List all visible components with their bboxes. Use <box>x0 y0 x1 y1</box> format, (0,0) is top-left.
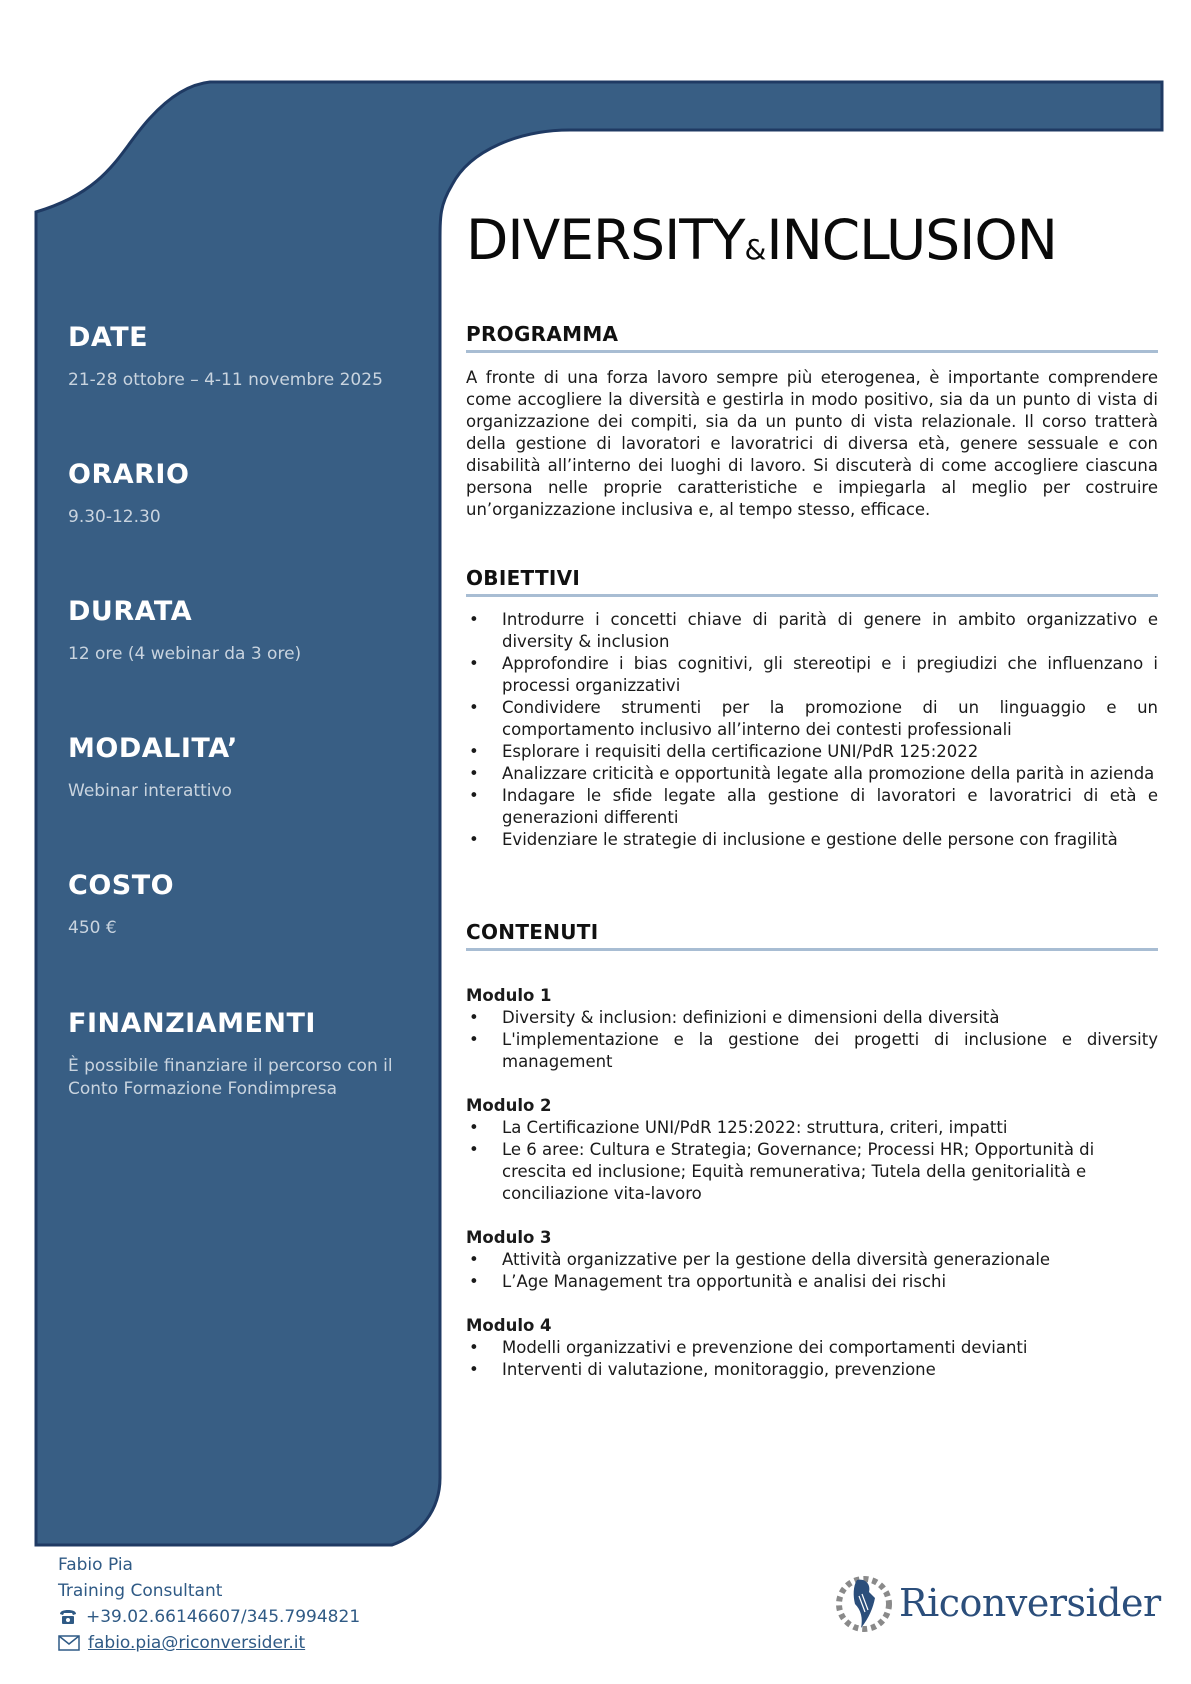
list-item: • Evidenziare le strategie di inclusione e gestione delle persone con fragilità <box>466 829 1158 851</box>
module-list <box>466 1117 1158 1205</box>
list-item: • La Certificazione UNI/PdR 125:2022: struttura, criteri, impatti <box>466 1117 1158 1139</box>
module-list <box>466 1007 1158 1073</box>
module-list <box>466 1337 1158 1381</box>
finanziamenti-value: È possibile finanziare il percorso con il Conto Formazione Fondimpresa <box>68 1056 393 1099</box>
list-item: • Introdurre i concetti chiave di parità di genere in ambito organizzativo e diversity & inclusion <box>466 609 1158 653</box>
contact-phone-row <box>58 1604 360 1630</box>
programma-text: A fronte di una forza lavoro sempre più eterogenea, è importante comprendere come accogliere la diversità e gestirla in modo positivo, sia da un punto di vista di organizzazione dei compiti, sia da un punto di vista relazionale. Il corso tratterà della gestione di lavoratori e lavoratrici di diversa età, genere sessuale e con disabilità all’interno dei luoghi di lavoro. Si discuterà di come accogliere ciascuna persona nelle proprie caratteristiche e impiegarla al meglio per costruire un’organizzazione inclusiva e, al tempo stesso, efficace. <box>466 368 1158 519</box>
contenuti-section <box>466 920 1158 1381</box>
modalita-value: Webinar interattivo <box>68 781 232 801</box>
durata-label: DURATA <box>68 596 193 627</box>
contact-name: Fabio Pia <box>58 1555 133 1575</box>
date-label: DATE <box>68 322 149 353</box>
list-item: • L'implementazione e la gestione dei progetti di inclusione e diversity management <box>466 1029 1158 1073</box>
list-item: • Modelli organizzativi e prevenzione dei comportamenti devianti <box>466 1337 1158 1359</box>
orario-label: ORARIO <box>68 459 190 490</box>
module-list <box>466 1249 1158 1293</box>
date-block <box>68 322 408 392</box>
module-3 <box>466 1227 1158 1293</box>
finanziamenti-block <box>68 1008 413 1101</box>
list-item: • Condividere strumenti per la promozione di un linguaggio e un comportamento inclusivo all’interno dei contesti professionali <box>466 697 1158 741</box>
telephone-icon <box>58 1609 78 1625</box>
title-part1: DIVERSITY <box>466 208 745 272</box>
orario-value: 9.30-12.30 <box>68 507 161 527</box>
durata-value: 12 ore (4 webinar da 3 ore) <box>68 644 302 664</box>
title-part2: INCLUSION <box>766 208 1057 272</box>
eagle-gear-icon <box>835 1572 893 1634</box>
orario-block <box>68 459 408 529</box>
contenuti-heading: CONTENUTI <box>466 920 1158 951</box>
costo-block <box>68 870 408 940</box>
finanziamenti-label: FINANZIAMENTI <box>68 1008 316 1039</box>
page-title <box>466 208 1057 272</box>
list-item: • Diversity & inclusion: definizioni e dimensioni della diversità <box>466 1007 1158 1029</box>
logo-text: Riconversider <box>899 1581 1161 1625</box>
costo-label: COSTO <box>68 870 175 901</box>
contact-email-link[interactable]: fabio.pia@riconversider.it <box>88 1633 306 1653</box>
list-item: • L’Age Management tra opportunità e analisi dei rischi <box>466 1271 1158 1293</box>
obiettivi-heading: OBIETTIVI <box>466 566 1158 597</box>
list-item: • Interventi di valutazione, monitoraggio, prevenzione <box>466 1359 1158 1381</box>
list-item: • Esplorare i requisiti della certificazione UNI/PdR 125:2022 <box>466 741 1158 763</box>
programma-section <box>466 322 1158 521</box>
module-title: Modulo 1 <box>466 986 552 1005</box>
list-item: • Le 6 aree: Cultura e Strategia; Governance; Processi HR; Opportunità di crescita ed inclusione; Equità remunerativa; Tutela della genitorialità e conciliazione vita-lavoro <box>466 1139 1158 1205</box>
module-1 <box>466 985 1158 1073</box>
costo-value: 450 € <box>68 918 117 938</box>
module-title: Modulo 3 <box>466 1228 552 1247</box>
list-item: • Indagare le sfide legate alla gestione di lavoratori e lavoratrici di età e generazioni differenti <box>466 785 1158 829</box>
contact-email-row <box>58 1630 360 1656</box>
contact-block <box>58 1552 360 1656</box>
list-item: • Approfondire i bias cognitivi, gli stereotipi e i pregiudizi che influenzano i processi organizzativi <box>466 653 1158 697</box>
module-2 <box>466 1095 1158 1205</box>
riconversider-logo <box>835 1572 1161 1634</box>
date-value: 21-28 ottobre – 4-11 novembre 2025 <box>68 370 383 390</box>
module-title: Modulo 4 <box>466 1316 552 1335</box>
modalita-label: MODALITA’ <box>68 733 238 764</box>
modalita-block <box>68 733 408 803</box>
module-title: Modulo 2 <box>466 1096 552 1115</box>
obiettivi-section <box>466 566 1158 851</box>
programma-heading: PROGRAMMA <box>466 322 1158 353</box>
title-ampersand: & <box>744 233 767 266</box>
list-item: • Analizzare criticità e opportunità legate alla promozione della parità in azienda <box>466 763 1158 785</box>
durata-block <box>68 596 408 666</box>
contact-role: Training Consultant <box>58 1581 223 1601</box>
module-4 <box>466 1315 1158 1381</box>
envelope-icon <box>58 1635 80 1651</box>
contact-phone[interactable]: +39.02.66146607/345.7994821 <box>86 1607 361 1627</box>
list-item: • Attività organizzative per la gestione della diversità generazionale <box>466 1249 1158 1271</box>
obiettivi-list <box>466 609 1158 851</box>
